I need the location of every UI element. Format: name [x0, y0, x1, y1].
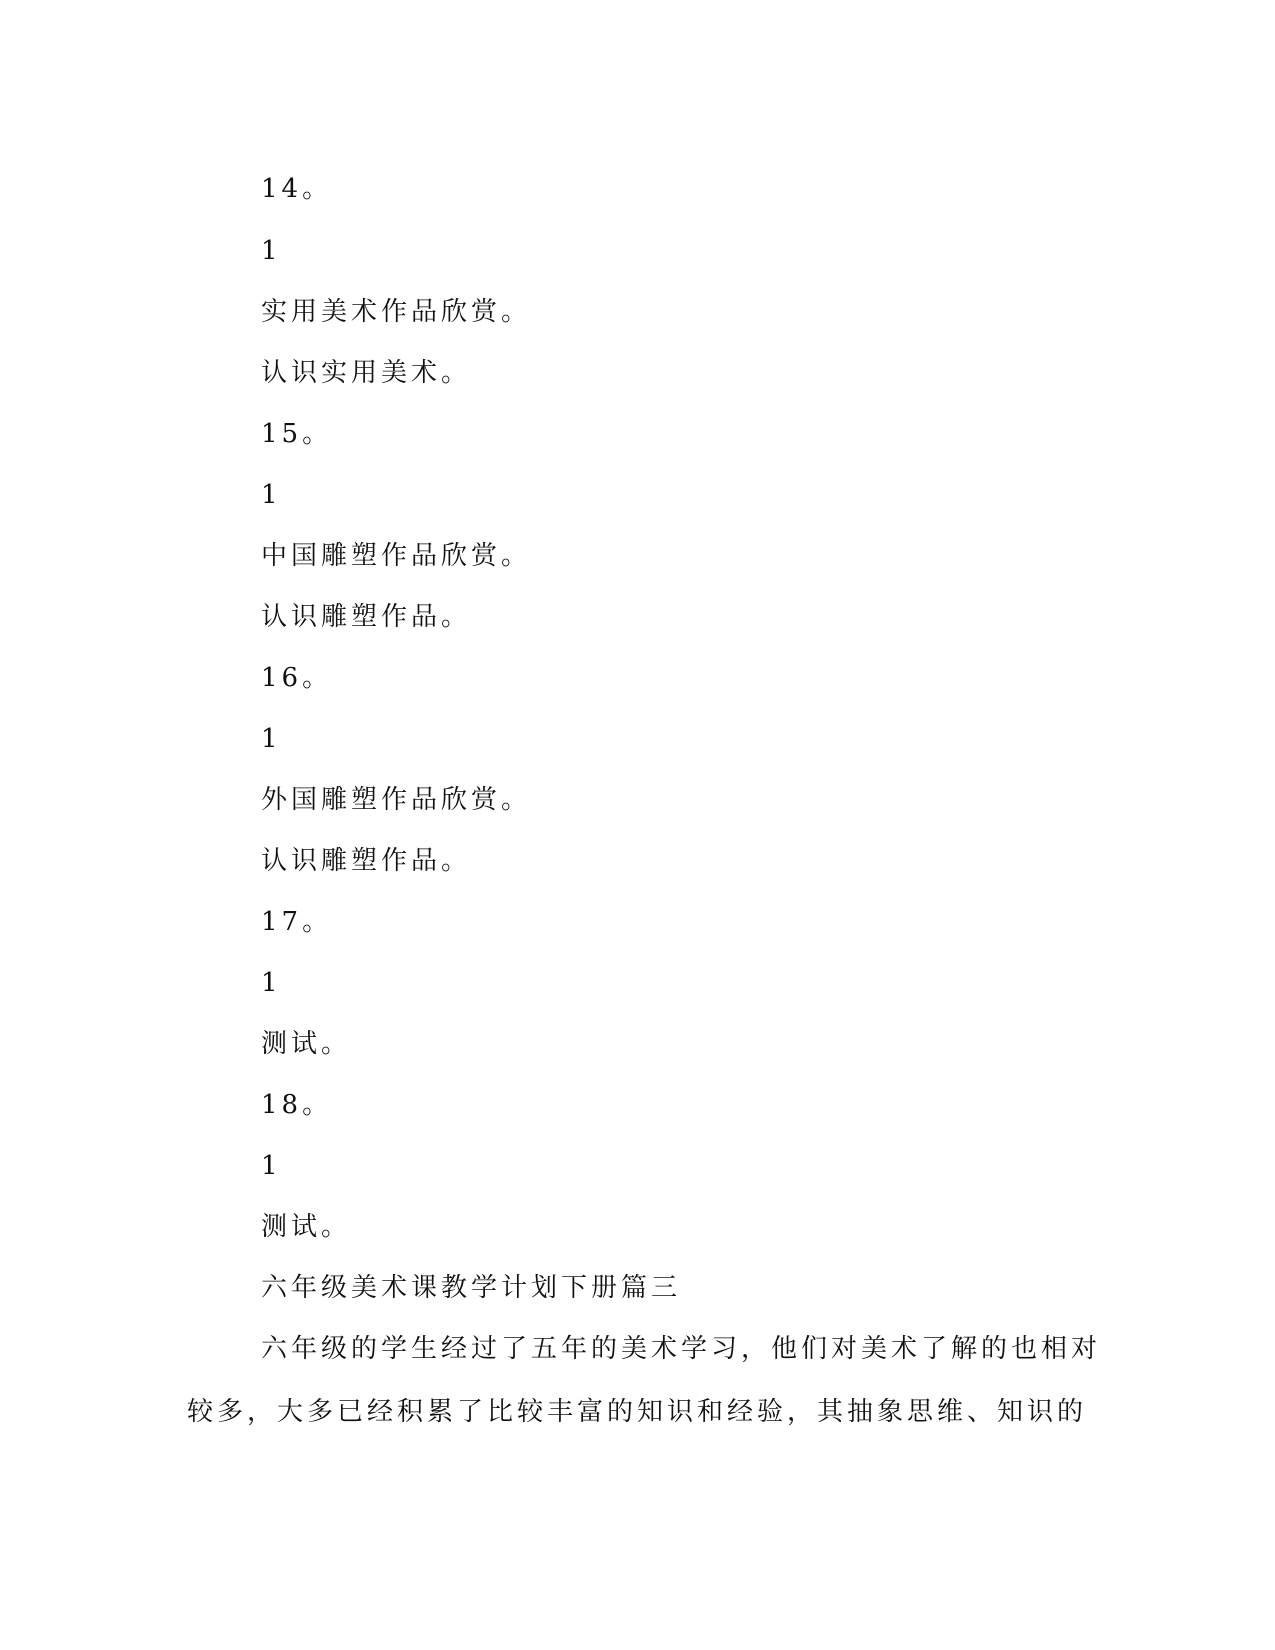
list-item-hours: 1 [261, 724, 282, 754]
list-item-hours: 1 [261, 480, 282, 510]
list-item-number: 15。 [261, 419, 333, 449]
list-item-goal: 认识雕塑作品。 [261, 602, 472, 632]
list-item-hours: 1 [261, 1151, 282, 1181]
list-item-content: 实用美术作品欣赏。 [261, 297, 532, 327]
list-item-number: 18。 [261, 1090, 333, 1120]
list-item-content: 外国雕塑作品欣赏。 [261, 785, 532, 815]
list-item-content: 中国雕塑作品欣赏。 [261, 541, 532, 571]
list-item-goal: 认识实用美术。 [261, 358, 472, 388]
section-title: 六年级美术课教学计划下册篇三 [261, 1273, 682, 1303]
paragraph-line-1: 六年级的学生经过了五年的美术学习，他们对美术了解的也相对 [261, 1334, 1102, 1364]
paragraph-line-2: 较多，大多已经积累了比较丰富的知识和经验，其抽象思维、知识的 [187, 1397, 1088, 1427]
list-item-goal: 认识雕塑作品。 [261, 846, 472, 876]
list-item-hours: 1 [261, 236, 282, 266]
list-item-number: 14。 [261, 174, 333, 204]
list-item-number: 16。 [261, 663, 333, 693]
list-item-content: 测试。 [261, 1212, 352, 1242]
list-item-hours: 1 [261, 968, 282, 998]
list-item-content: 测试。 [261, 1029, 352, 1059]
list-item-number: 17。 [261, 907, 333, 937]
